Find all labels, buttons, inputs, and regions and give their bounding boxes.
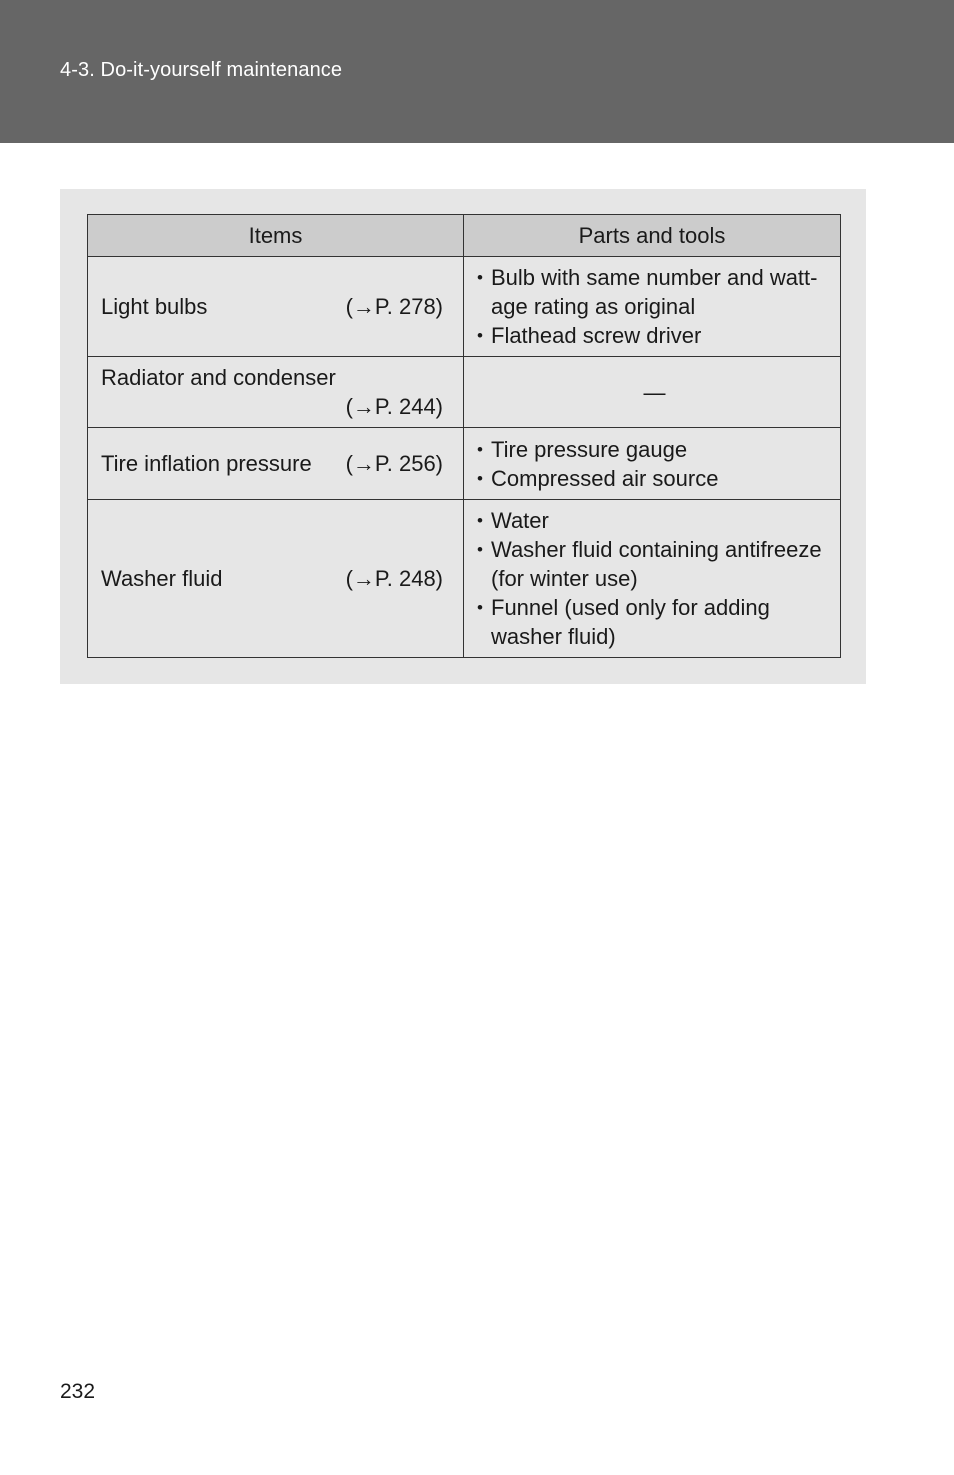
parts-cell (464, 500, 841, 658)
table-row (88, 428, 841, 500)
item-cell (88, 357, 464, 428)
page-header (0, 0, 954, 143)
page-reference: (→P. 248) (345, 566, 443, 591)
parts-list (477, 263, 832, 350)
item-name: Washer fluid (101, 566, 223, 591)
page-number: 232 (60, 1380, 96, 1403)
parts-list (477, 506, 832, 651)
item-name: Radiator and condenser (101, 365, 336, 390)
table-row (88, 257, 841, 357)
list-item: • Funnel (used only for adding washer fluid) (477, 593, 832, 651)
list-item: • Water (477, 506, 832, 535)
page-reference: (→P. 256) (345, 451, 443, 476)
item-cell (88, 257, 464, 357)
header-parts-and-tools: Parts and tools (464, 215, 841, 257)
section-title: 4-3. Do-it-yourself maintenance (60, 59, 343, 81)
item-name: Light bulbs (101, 294, 208, 319)
maintenance-table (87, 214, 841, 658)
item-cell (88, 500, 464, 658)
page-reference: (→P. 278) (345, 294, 443, 319)
list-item: • Tire pressure gauge (477, 435, 832, 464)
list-item: • Compressed air source (477, 464, 832, 493)
maintenance-panel (60, 189, 866, 684)
table-row (88, 500, 841, 658)
table-row (88, 357, 841, 428)
list-item: • Flathead screw driver (477, 321, 832, 350)
parts-list (477, 435, 832, 493)
list-item: • Washer fluid containing antifreeze (for winter use) (477, 535, 832, 593)
header-items: Items (88, 215, 464, 257)
table-header-row (88, 215, 841, 257)
parts-cell (464, 357, 841, 428)
item-cell (88, 428, 464, 500)
no-parts-dash: — (643, 379, 666, 405)
parts-cell (464, 428, 841, 500)
page-reference: (→P. 244) (345, 394, 443, 419)
list-item: • Bulb with same number and watt-age rating as original (477, 263, 832, 321)
item-name: Tire inflation pressure (101, 451, 312, 476)
parts-cell (464, 257, 841, 357)
